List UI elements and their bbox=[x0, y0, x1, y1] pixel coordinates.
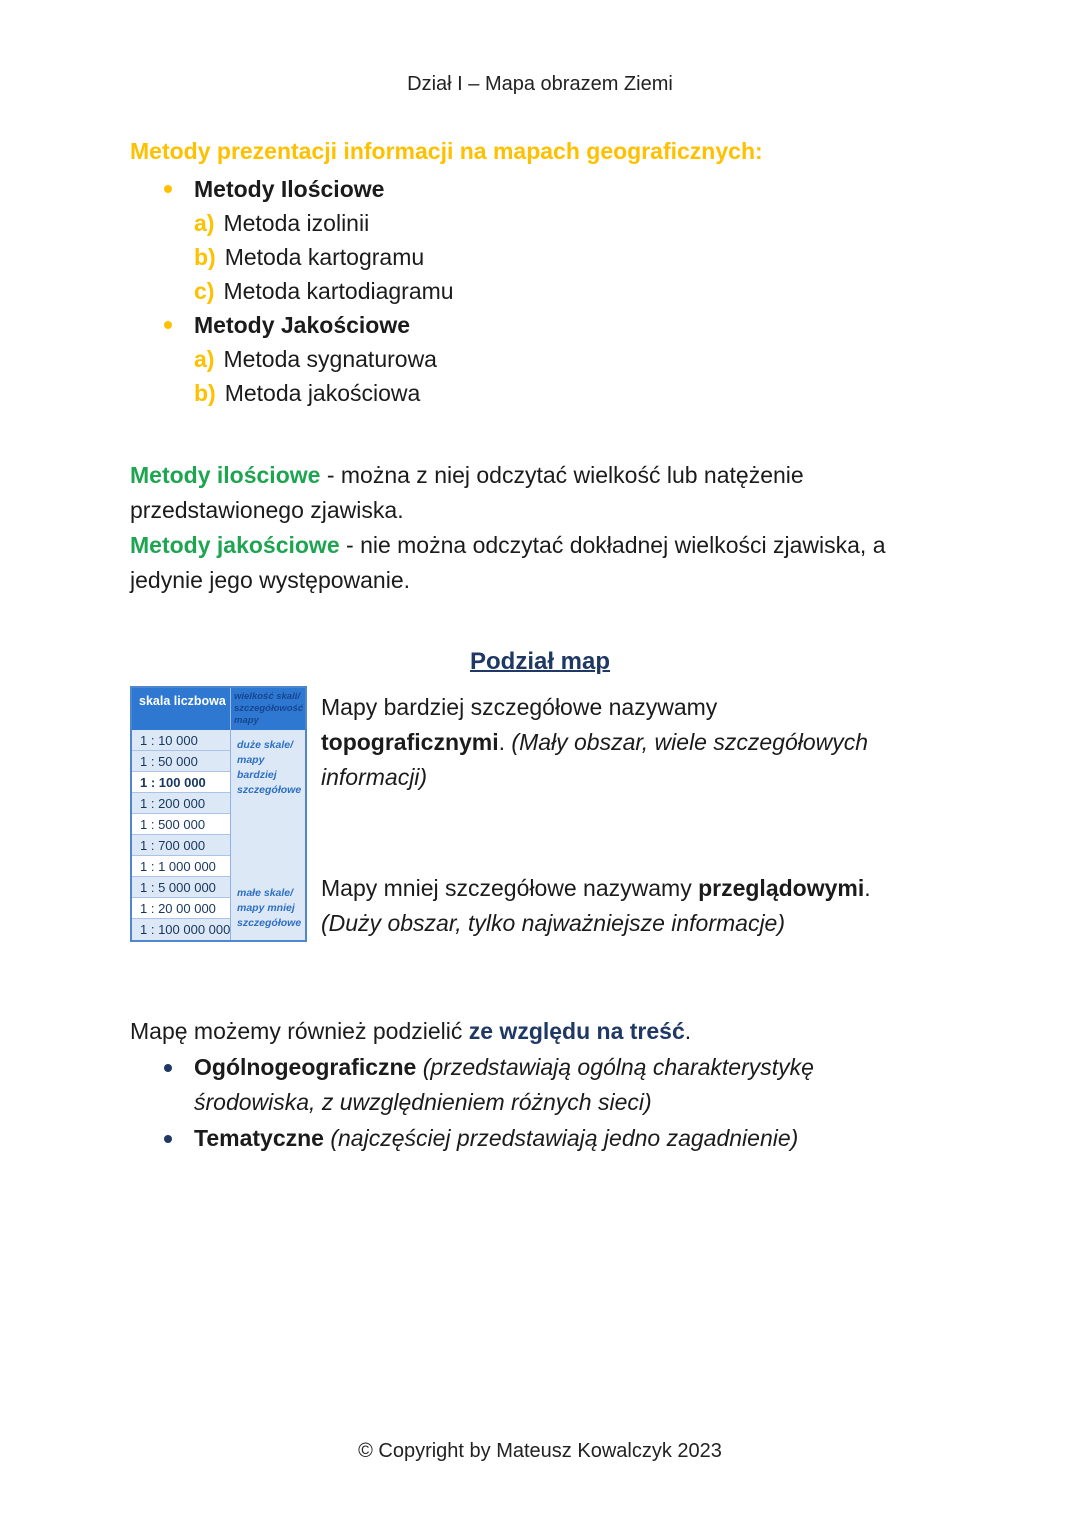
item-label: Metoda jakościowa bbox=[224, 380, 421, 406]
list-group-title bbox=[130, 172, 950, 206]
large-scales-note: duże skale/ mapy bardziej szczegółowe bbox=[237, 738, 302, 797]
bullet-icon bbox=[164, 185, 172, 193]
scale-values-column bbox=[132, 730, 231, 940]
scale-table-body bbox=[132, 730, 305, 940]
scale-table-image bbox=[130, 686, 307, 942]
table-row: 1 : 5 000 000 bbox=[132, 877, 230, 898]
section-heading-methods: Metody prezentacji informacji na mapach geograficznych: bbox=[130, 138, 763, 164]
list-group-title bbox=[130, 308, 950, 342]
table-row: 1 : 20 00 000 bbox=[132, 898, 230, 919]
paragraph-topographic: Mapy bardziej szczegółowe nazywamy topograficznymi. (Mały obszar, wiele szczegółowych informacji) bbox=[321, 694, 869, 790]
list-item bbox=[130, 240, 950, 274]
division-section bbox=[130, 686, 950, 942]
table-row: 1 : 100 000 bbox=[132, 772, 230, 793]
copyright-footer: © Copyright by Mateusz Kowalczyk 2023 bbox=[358, 1440, 722, 1462]
item-label: Metoda kartogramu bbox=[224, 244, 425, 270]
group-title-label: Metody Jakościowe bbox=[194, 311, 411, 338]
item-marker: a) bbox=[194, 346, 215, 372]
table-row: 1 : 100 000 000 bbox=[132, 919, 230, 940]
content-classification-section bbox=[130, 1014, 950, 1156]
scale-header-left: skala liczbowa bbox=[132, 688, 231, 730]
list-item bbox=[130, 206, 950, 240]
definition-term: Metody jakościowe bbox=[130, 532, 340, 558]
item-marker: b) bbox=[194, 380, 216, 406]
classification-intro: Mapę możemy również podzielić ze względu na treść. bbox=[130, 1017, 692, 1044]
definition-text: - można z niej odczytać wielkość lub natężenie przedstawionego zjawiska. bbox=[130, 462, 804, 523]
item-label: Tematyczne (najczęściej przedstawiają jedno zagadnienie) bbox=[194, 1124, 799, 1151]
table-row: 1 : 500 000 bbox=[132, 814, 230, 835]
list-item bbox=[130, 1121, 950, 1156]
bullet-icon bbox=[164, 1064, 172, 1072]
table-row: 1 : 50 000 bbox=[132, 751, 230, 772]
item-marker: b) bbox=[194, 244, 216, 270]
scale-notes-column bbox=[231, 730, 305, 940]
table-row: 1 : 10 000 bbox=[132, 730, 230, 751]
table-row: 1 : 700 000 bbox=[132, 835, 230, 856]
section-heading-podzial-map: Podział map bbox=[469, 648, 611, 675]
definition-term: Metody ilościowe bbox=[130, 462, 321, 488]
table-row: 1 : 200 000 bbox=[132, 793, 230, 814]
division-text-column bbox=[321, 686, 883, 942]
group-title-label: Metody Ilościowe bbox=[194, 175, 385, 202]
scale-table-header bbox=[132, 688, 305, 730]
definitions-paragraph bbox=[130, 458, 950, 598]
item-marker: c) bbox=[194, 278, 215, 304]
bullet-icon bbox=[164, 321, 172, 329]
item-label: Ogólnogeograficzne (przedstawiają ogólną charakterystykę środowiska, z uwzględnieniem różnych sieci) bbox=[194, 1053, 814, 1115]
running-header: Dział I – Mapa obrazem Ziemi bbox=[407, 73, 673, 95]
list-item bbox=[130, 274, 950, 308]
scale-header-right: wielkość skali/ szczegółowość mapy bbox=[234, 691, 304, 726]
list-item bbox=[130, 342, 950, 376]
bullet-icon bbox=[164, 1135, 172, 1143]
item-label: Metoda izolinii bbox=[223, 210, 370, 236]
item-label: Metoda kartodiagramu bbox=[223, 278, 454, 304]
item-label: Metoda sygnaturowa bbox=[223, 346, 437, 372]
item-marker: a) bbox=[194, 210, 215, 236]
table-row: 1 : 1 000 000 bbox=[132, 856, 230, 877]
small-scales-note: małe skale/ mapy mniej szczegółowe bbox=[237, 886, 302, 930]
methods-list bbox=[130, 172, 950, 410]
paragraph-overview: Mapy mniej szczegółowe nazywamy przeglądowymi. (Duży obszar, tylko najważniejsze informacje) bbox=[321, 875, 871, 936]
list-item bbox=[130, 376, 950, 410]
definition-text: - nie można odczytać dokładnej wielkości zjawiska, a jedynie jego występowanie. bbox=[130, 532, 886, 593]
page-content bbox=[0, 138, 1080, 1156]
list-item bbox=[130, 1050, 950, 1120]
